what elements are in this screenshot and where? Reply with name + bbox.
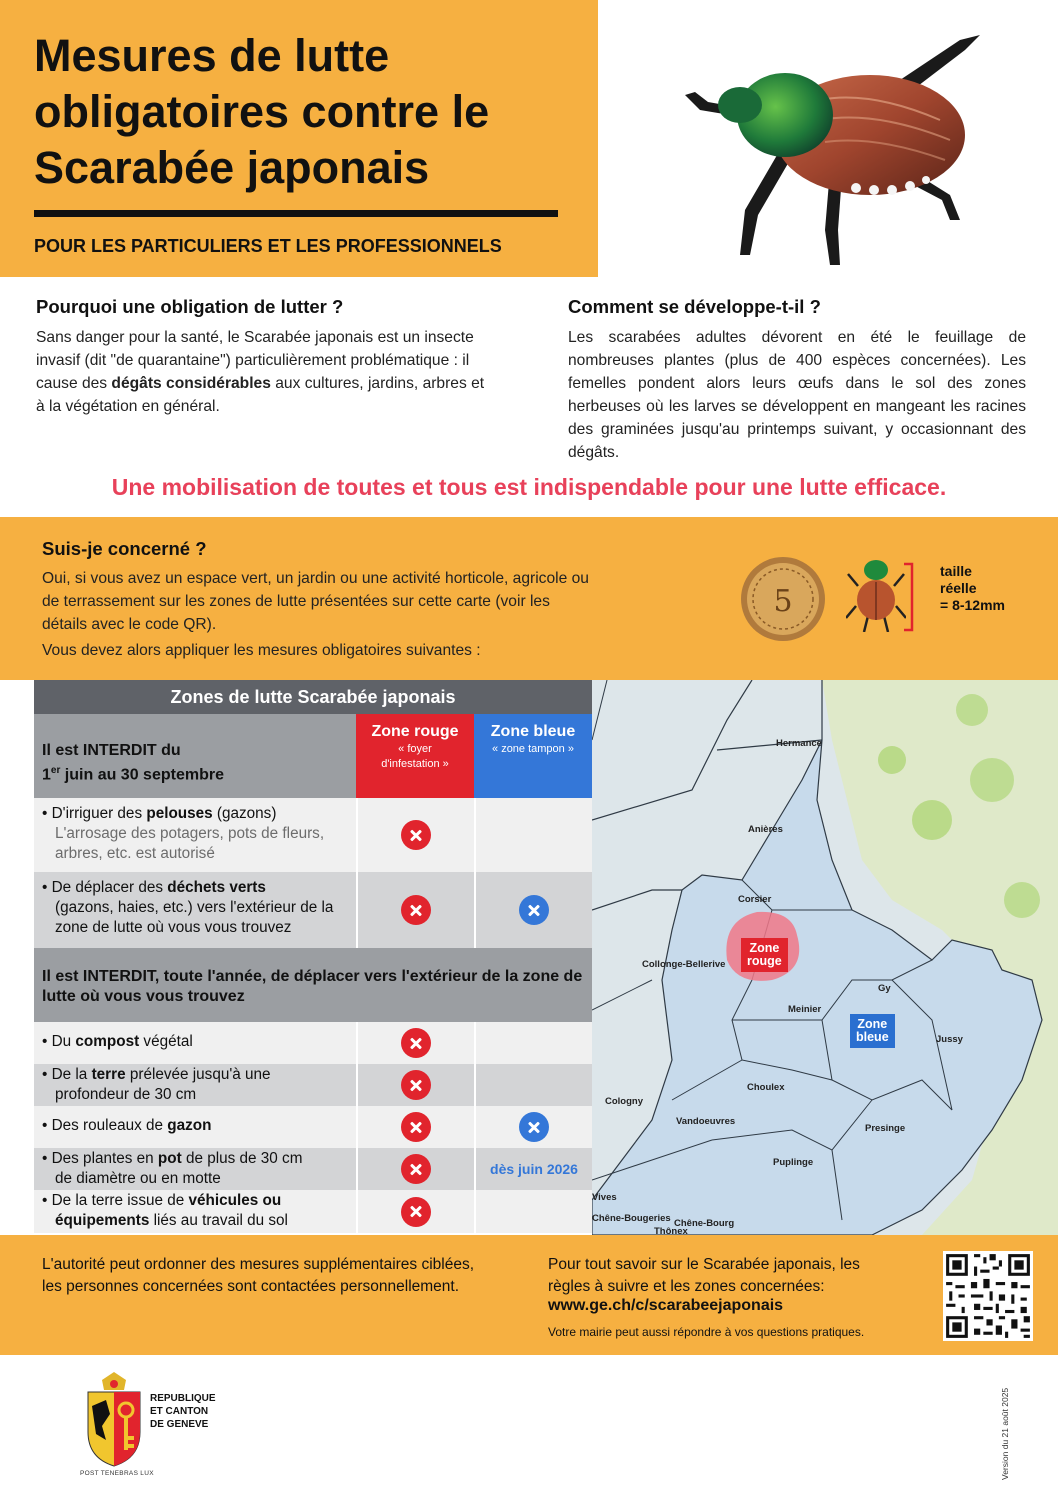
town-label: Vives xyxy=(592,1192,617,1203)
summer-ban-label: Il est INTERDIT du 1er juin au 30 septembre xyxy=(42,742,224,784)
town-label: Choulex xyxy=(747,1082,785,1093)
why-text: Sans danger pour la santé, le Scarabée japonais est un insecte invasif (dit "de quarantaine") particulièrement problématique : il cause des dégâts considérables aux cultures, jardins, arbres et à la végétation en général. xyxy=(36,329,485,415)
title-line-1: Mesures de lutte xyxy=(34,30,390,81)
info-link[interactable]: www.ge.ch/c/scarabeejaponais xyxy=(548,1297,784,1314)
zone-blue-header: Zone bleue « zone tampon » xyxy=(474,714,592,798)
forbidden-red-icon xyxy=(401,820,431,850)
forbidden-red-icon xyxy=(401,1070,431,1100)
town-label: Meinier xyxy=(788,1004,822,1015)
page-subtitle: POUR LES PARTICULIERS ET LES PROFESSIONNELS xyxy=(34,236,502,256)
authority-note: L'autorité peut ordonner des mesures supplémentaires ciblées, les personnes concernées sont contactées personnellement. xyxy=(42,1256,475,1295)
town-label: Hermance xyxy=(776,738,822,749)
size-label: taille réelle = 8-12mm xyxy=(940,563,1005,613)
town-label: Chêne-Bougeries xyxy=(592,1213,671,1224)
table-row: • D'irriguer des pelouses (gazons) L'arrosage des potagers, pots de fleurs, arbres, etc. est autorisé xyxy=(34,798,592,872)
info-text: Pour tout savoir sur le Scarabée japonais, les règles à suivre et les zones concernées: xyxy=(548,1256,860,1295)
title-line-2: obligatoires contre le xyxy=(34,86,490,137)
state-name: REPUBLIQUE ET CANTON DE GENEVE xyxy=(150,1393,216,1430)
beetle-real-size-icon xyxy=(846,556,906,632)
table-header-all-year: Il est INTERDIT, toute l'année, de déplacer vers l'extérieur de la zone de lutte où vous vous trouvez xyxy=(34,948,592,1022)
size-bracket xyxy=(902,562,916,632)
town-label: Puplinge xyxy=(773,1157,814,1168)
table-row: • De la terre issue de véhicules ou équipements liés au travail du sol xyxy=(34,1190,592,1233)
town-label: Chêne-Bourg xyxy=(674,1218,735,1229)
japanese-beetle-photo xyxy=(660,20,990,270)
qr-code-icon[interactable] xyxy=(943,1251,1033,1341)
concerned-heading: Suis-je concerné ? xyxy=(42,538,207,559)
forbidden-red-icon xyxy=(401,1028,431,1058)
title-line-3: Scarabée japonais xyxy=(34,142,430,193)
town-label: Vandoeuvres xyxy=(676,1116,736,1127)
table-header-summer xyxy=(34,714,592,798)
forbidden-blue-icon xyxy=(519,895,549,925)
blue-zone-date: dès juin 2026 xyxy=(490,1161,578,1177)
zones-table xyxy=(34,680,592,1233)
town-label: Jussy xyxy=(936,1034,963,1045)
table-row: • Du compost végétal xyxy=(34,1022,592,1064)
town-label: Gy xyxy=(878,983,891,994)
concerned-text-2: Vous devez alors appliquer les mesures obligatoires suivantes : xyxy=(42,642,481,659)
table-title: Zones de lutte Scarabée japonais xyxy=(34,680,592,714)
slogan: Une mobilisation de toutes et tous est indispendable pour une lutte efficace. xyxy=(111,474,947,500)
forbidden-blue-icon xyxy=(519,1112,549,1142)
motto: POST TENEBRAS LUX xyxy=(80,1470,154,1477)
zone-map xyxy=(592,680,1058,1235)
forbidden-red-icon xyxy=(401,1112,431,1142)
zone-red-header: Zone rouge « foyer d'infestation » xyxy=(356,714,474,798)
version-note: Version du 21 août 2025 xyxy=(1000,1387,1010,1480)
map-zone-blue-label: Zone bleue xyxy=(850,1014,895,1048)
town-label: Corsier xyxy=(738,894,772,905)
coin-icon xyxy=(740,556,826,642)
table-row: • Des rouleaux de gazon xyxy=(34,1106,592,1148)
coin-value: 5 xyxy=(773,584,793,619)
map-zone-red-label: Zone rouge xyxy=(741,938,788,972)
forbidden-red-icon xyxy=(401,1154,431,1184)
title-rule xyxy=(34,210,558,217)
geneva-coat-of-arms xyxy=(78,1370,150,1470)
town-label: Cologny xyxy=(605,1096,643,1107)
town-label: Anières xyxy=(748,824,783,835)
page-title xyxy=(34,28,594,196)
concerned-text: Oui, si vous avez un espace vert, un jardin ou une activité horticole, agricole ou de terrassement sur les zones de lutte présentées sur cette carte (voir les détails avec le code QR). xyxy=(42,570,589,633)
forbidden-red-icon xyxy=(401,1197,431,1227)
map-drawing xyxy=(592,680,1058,1235)
how-text: Les scarabées adultes dévorent en été le feuillage de nombreuses plantes (plus de 400 espèces concernées). Les femelles pondent alors leurs œufs dans le sol des zones herbeuses où les larves se développent en mangeant les racines des graminées jusqu'au printemps suivant, y occasionnant des dégâts. xyxy=(568,329,1026,461)
table-row: • De la terre prélevée jusqu'à une profondeur de 30 cm xyxy=(34,1064,592,1106)
table-row: • De déplacer des déchets verts (gazons, haies, etc.) vers l'extérieur de la zone de lutte où vous vous trouvez xyxy=(34,872,592,948)
town-label: Thônex xyxy=(654,1226,688,1235)
town-label: Collonge-Bellerive xyxy=(642,959,726,970)
mairie-note: Votre mairie peut aussi répondre à vos questions pratiques. xyxy=(548,1325,865,1339)
why-heading: Pourquoi une obligation de lutter ? xyxy=(36,296,344,317)
table-row: • Des plantes en pot de plus de 30 cm de diamètre ou en motte dès juin 2026 xyxy=(34,1148,592,1190)
forbidden-red-icon xyxy=(401,895,431,925)
how-heading: Comment se développe-t-il ? xyxy=(568,296,821,317)
town-label: Presinge xyxy=(865,1123,906,1134)
